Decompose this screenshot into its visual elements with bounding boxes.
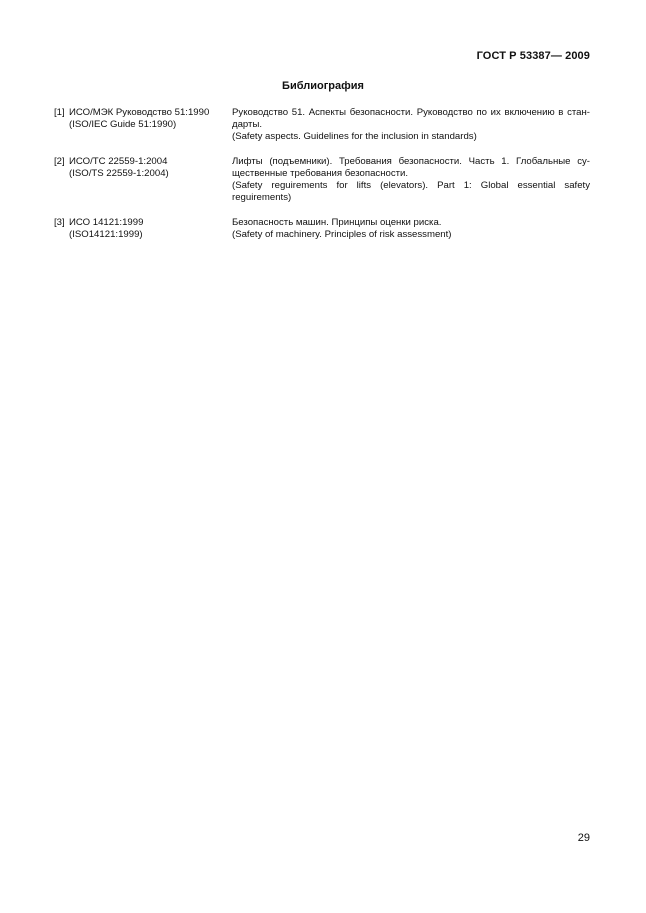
page-number: 29 [577,832,590,844]
entry-reference [69,156,232,204]
reference-alt: (ISO/IEC Guide 51:1990) [69,119,177,130]
entry-reference [69,107,232,143]
description-en: (Safety aspects. Guidelines for the inclusion in standards) [232,131,477,142]
bibliography-entry [54,107,590,143]
reference-alt: (ISO14121:1999) [69,229,143,240]
entry-description [232,107,590,143]
description-en: (Safety of machinery. Principles of risk assessment) [232,229,452,240]
document-code: ГОСТ Р 53387— 2009 [476,50,590,62]
reference-alt: (ISO/TS 22559-1:2004) [69,168,169,179]
entry-description [232,156,590,204]
entry-number: [1] [54,107,65,118]
bibliography-entry [54,156,590,204]
bibliography-entry [54,217,590,241]
entry-reference [69,217,232,241]
description-ru: Лифты (подъемники). Требования безопасности. Часть 1. Глобальные существенные требования безопасности. [232,156,590,179]
bibliography-title: Библиография [282,80,364,92]
reference-main: ИСО/ТС 22559-1:2004 [69,156,168,167]
entry-number: [2] [54,156,65,167]
entry-description [232,217,590,241]
description-en: (Safety reguirements for lifts (elevators). Part 1: Global essential safety reguirements) [232,180,590,203]
description-ru: Руководство 51. Аспекты безопасности. Руководство по их включению в стандарты. [232,107,590,130]
reference-main: ИСО/МЭК Руководство 51:1990 [69,107,210,118]
bibliography-list [54,107,590,254]
entry-number: [3] [54,217,65,228]
reference-main: ИСО 14121:1999 [69,217,144,228]
description-ru: Безопасность машин. Принципы оценки риска. [232,217,442,228]
